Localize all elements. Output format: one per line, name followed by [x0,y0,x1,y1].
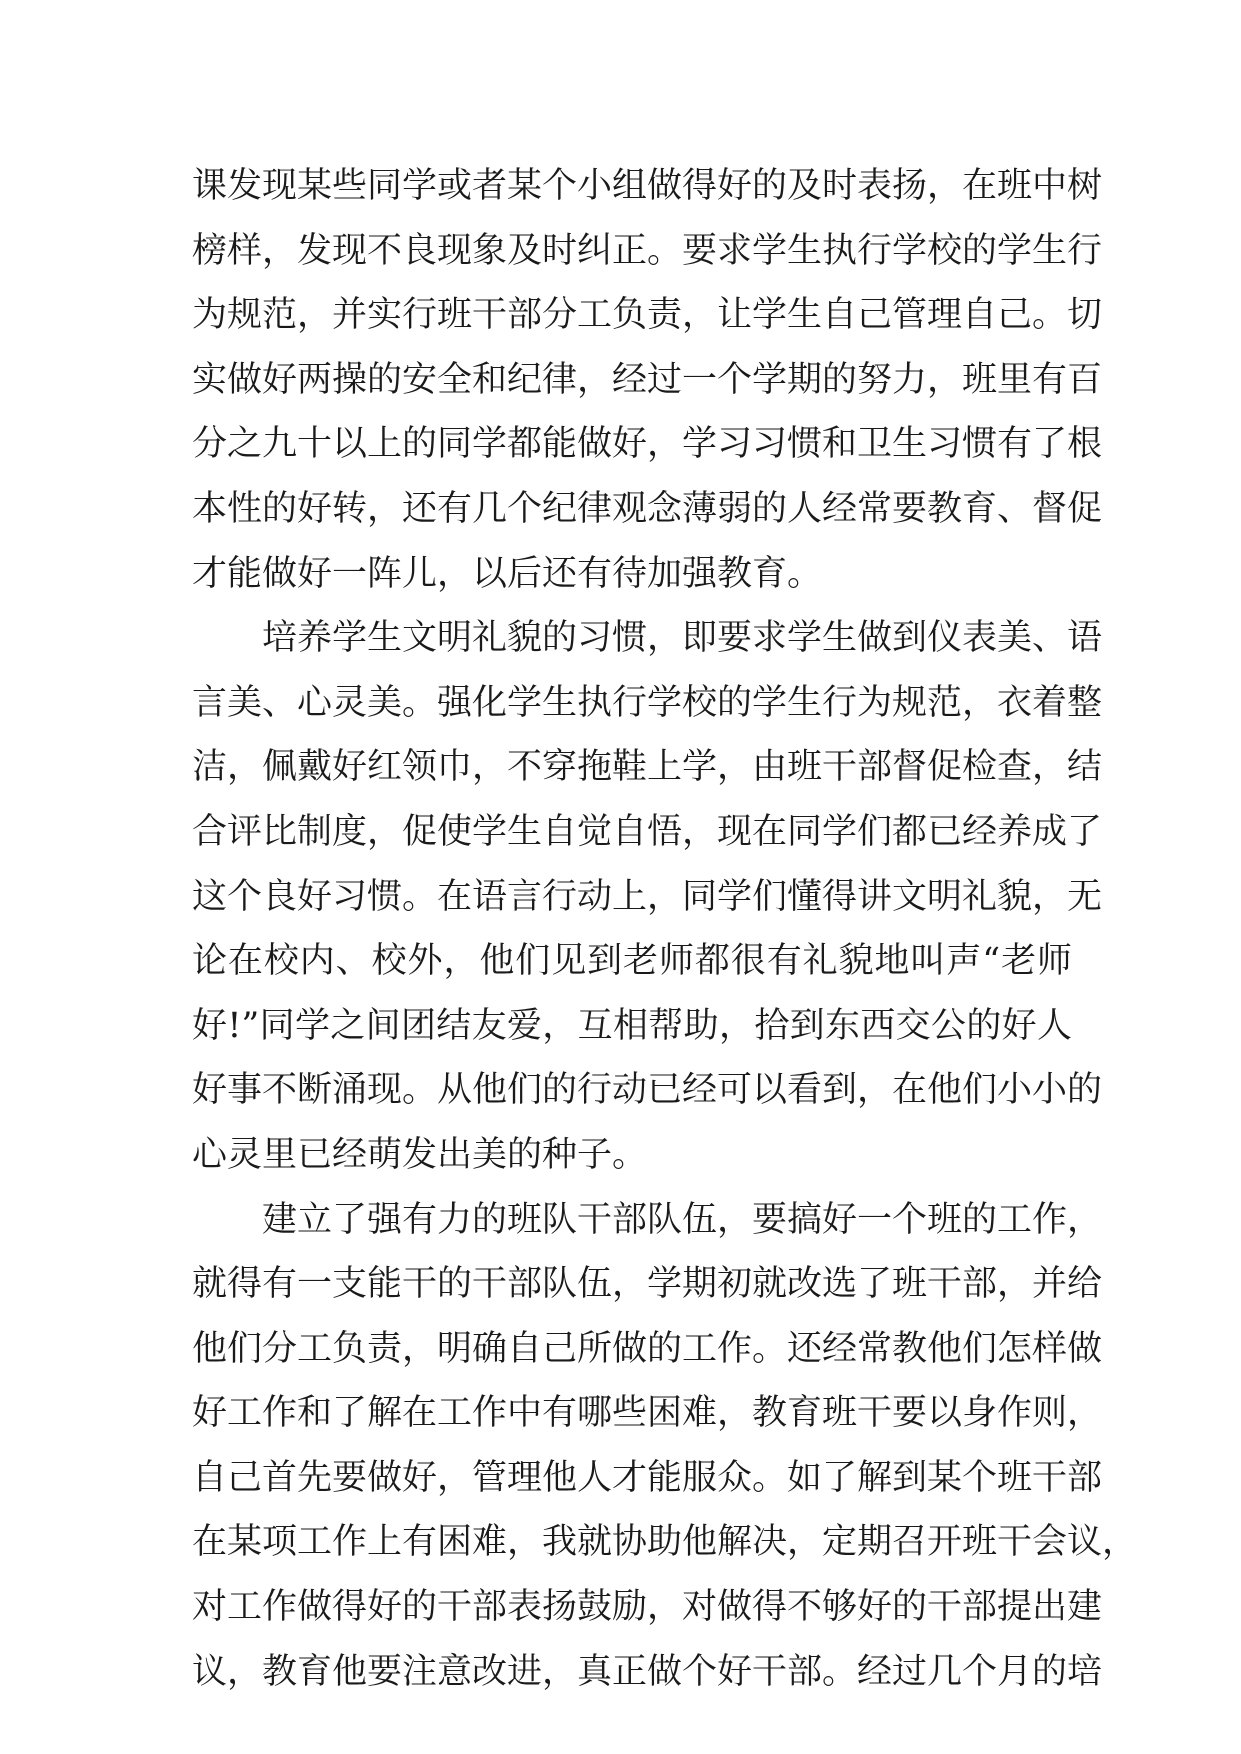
paragraph-line: 他们分工负责，明确自己所做的工作。还经常教他们怎样做 [192,1328,1103,1369]
paragraph-line: 本性的好转，还有几个纪律观念薄弱的人经常要教育、督促 [192,488,1103,529]
paragraph-line: 建立了强有力的班队干部队伍，要搞好一个班的工作， [262,1199,1103,1240]
paragraph-3 [192,1188,1138,1705]
paragraph-line: 合评比制度，促使学生自觉自悟，现在同学们都已经养成了 [192,811,1103,852]
paragraph-line: 在某项工作上有困难，我就协助他解决，定期召开班干会议， [192,1522,1138,1563]
paragraph-line: 榜样，发现不良现象及时纠正。要求学生执行学校的学生行 [192,230,1103,271]
paragraph-line: 就得有一支能干的干部队伍，学期初就改选了班干部，并给 [192,1264,1103,1305]
paragraph-line: 对工作做得好的干部表扬鼓励，对做得不够好的干部提出建 [192,1587,1103,1628]
paragraph-line: 好!”同学之间团结友爱，互相帮助，拾到东西交公的好人 [192,1005,1072,1046]
paragraph-line: 言美、心灵美。强化学生执行学校的学生行为规范，衣着整 [192,682,1103,723]
paragraph-line: 自己首先要做好，管理他人才能服众。如了解到某个班干部 [192,1457,1103,1498]
paragraph-line: 心灵里已经萌发出美的种子。 [192,1134,648,1175]
paragraph-line: 才能做好一阵儿，以后还有待加强教育。 [192,553,823,594]
paragraph-line: 课发现某些同学或者某个小组做得好的及时表扬，在班中树 [192,166,1103,206]
paragraph-2 [192,606,1103,1187]
paragraph-line: 为规范，并实行班干部分工负责，让学生自己管理自己。切 [192,295,1103,336]
paragraph-line: 实做好两操的安全和纪律，经过一个学期的努力，班里有百 [192,359,1103,400]
paragraph-line: 培养学生文明礼貌的习惯，即要求学生做到仪表美、语 [262,618,1103,659]
document-body [192,154,1138,1704]
paragraph-line: 论在校内、校外，他们见到老师都很有礼貌地叫声“老师 [192,941,1072,982]
paragraph-line: 议，教育他要注意改进，真正做个好干部。经过几个月的培 [192,1651,1103,1692]
paragraph-1 [192,154,1103,606]
paragraph-line: 好工作和了解在工作中有哪些困难，教育班干要以身作则， [192,1393,1103,1434]
paragraph-line: 这个良好习惯。在语言行动上，同学们懂得讲文明礼貌，无 [192,876,1103,917]
paragraph-line: 好事不断涌现。从他们的行动已经可以看到，在他们小小的 [192,1070,1103,1111]
paragraph-line: 洁，佩戴好红领巾，不穿拖鞋上学，由班干部督促检查，结 [192,747,1103,788]
paragraph-line: 分之九十以上的同学都能做好，学习习惯和卫生习惯有了根 [192,424,1103,465]
